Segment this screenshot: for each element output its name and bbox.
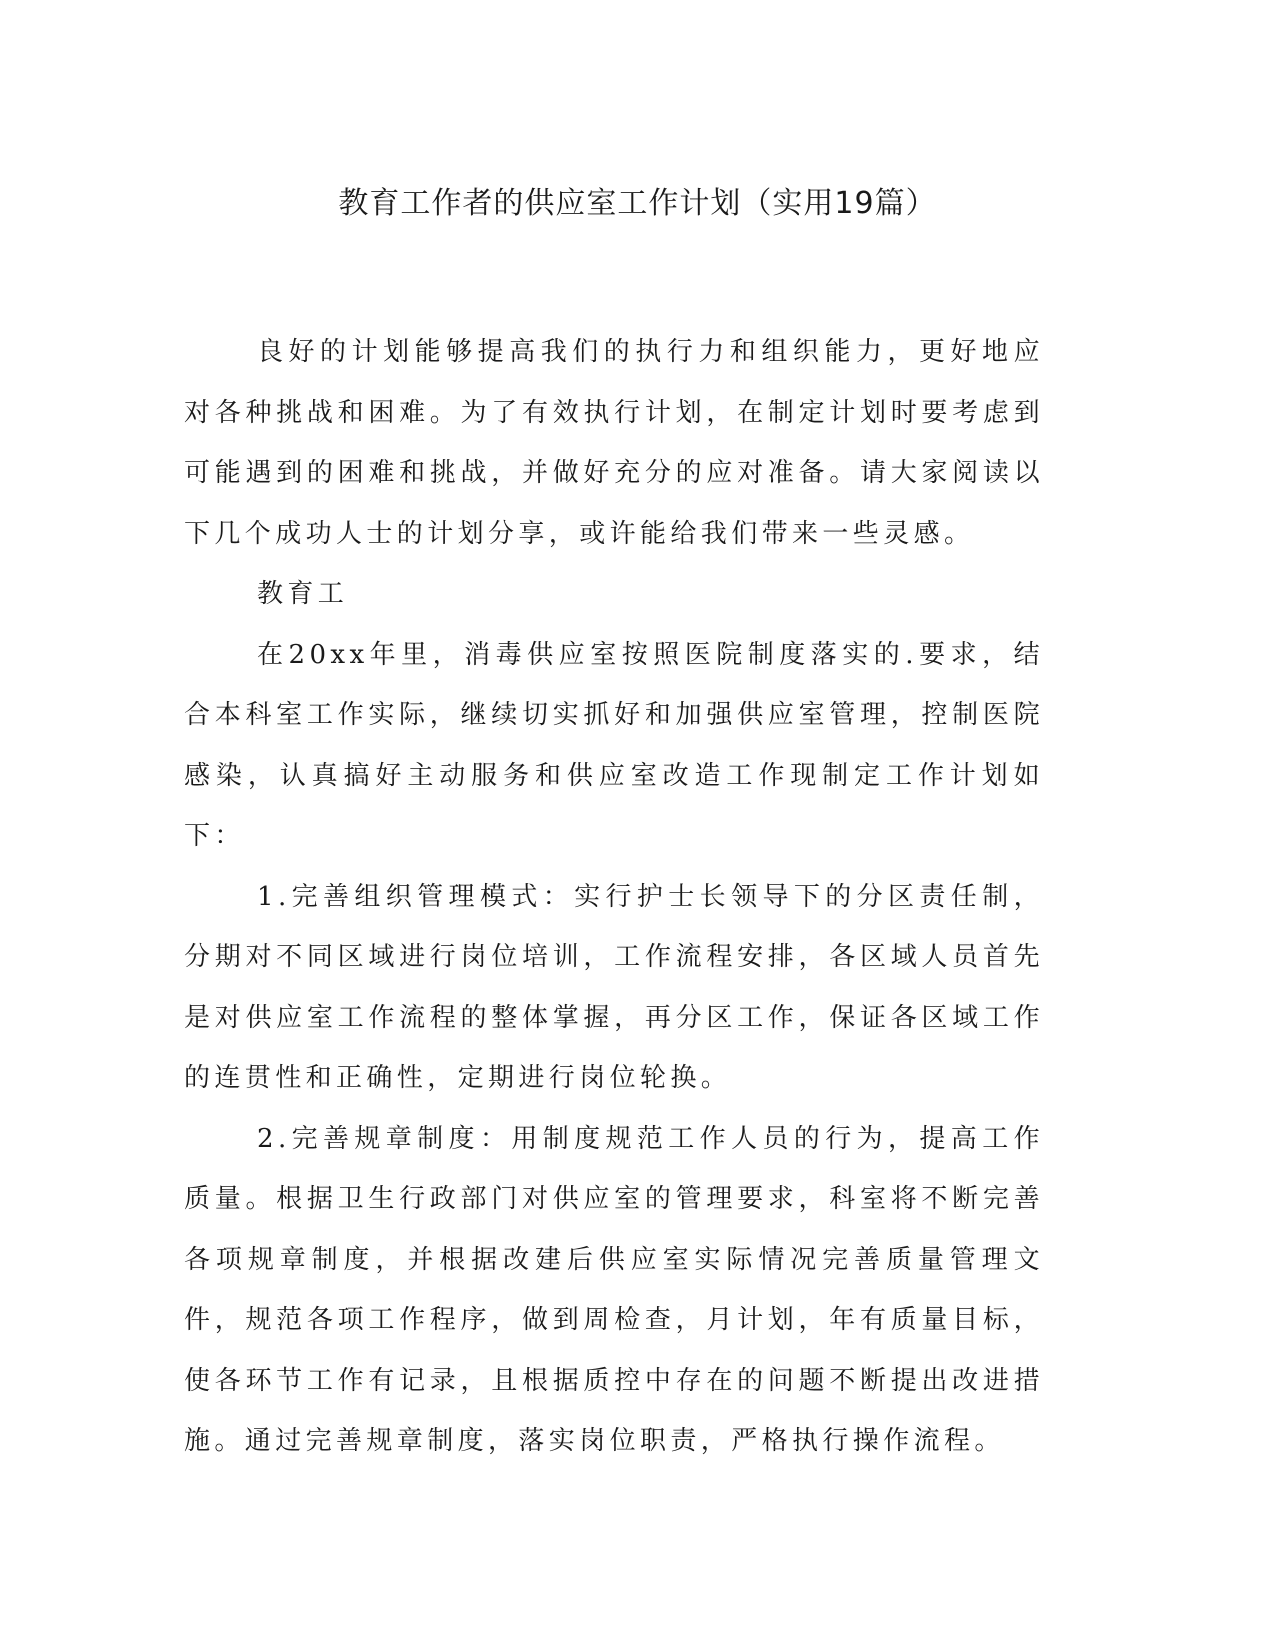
document-title: 教育工作者的供应室工作计划（实用19篇） <box>338 186 937 221</box>
paragraph-item-2: 2.完善规章制度：用制度规范工作人员的行为，提高工作质量。根据卫生行政部门对供应室的管理要求，科室将不断完善各项规章制度，并根据改建后供应室实际情况完善质量管理文件，规范各项工作程序，做到周检查，月计划，年有质量目标，使各环节工作有记录，且根据质控中存在的问题不断提出改进措施。通过完善规章制度，落实岗位职责，严格执行操作流程。 <box>184 1123 1044 1456</box>
document-body <box>184 322 1044 1472</box>
paragraph-plan-intro: 在20xx年里，消毒供应室按照医院制度落实的.要求，结合本科室工作实际，继续切实抓好和加强供应室管理，控制医院感染，认真搞好主动服务和供应室改造工作现制定工作计划如下： <box>184 639 1044 851</box>
paragraph-item-1: 1.完善组织管理模式：实行护士长领导下的分区责任制，分期对不同区域进行岗位培训，工作流程安排，各区域人员首先是对供应室工作流程的整体掌握，再分区工作，保证各区域工作的连贯性和正确性，定期进行岗位轮换。 <box>184 881 1044 1093</box>
paragraph-intro: 良好的计划能够提高我们的执行力和组织能力，更好地应对各种挑战和困难。为了有效执行计划，在制定计划时要考虑到可能遇到的困难和挑战，并做好充分的应对准备。请大家阅读以下几个成功人士的计划分享，或许能给我们带来一些灵感。 <box>184 337 1044 549</box>
paragraph-subheading: 教育工 <box>257 579 349 609</box>
